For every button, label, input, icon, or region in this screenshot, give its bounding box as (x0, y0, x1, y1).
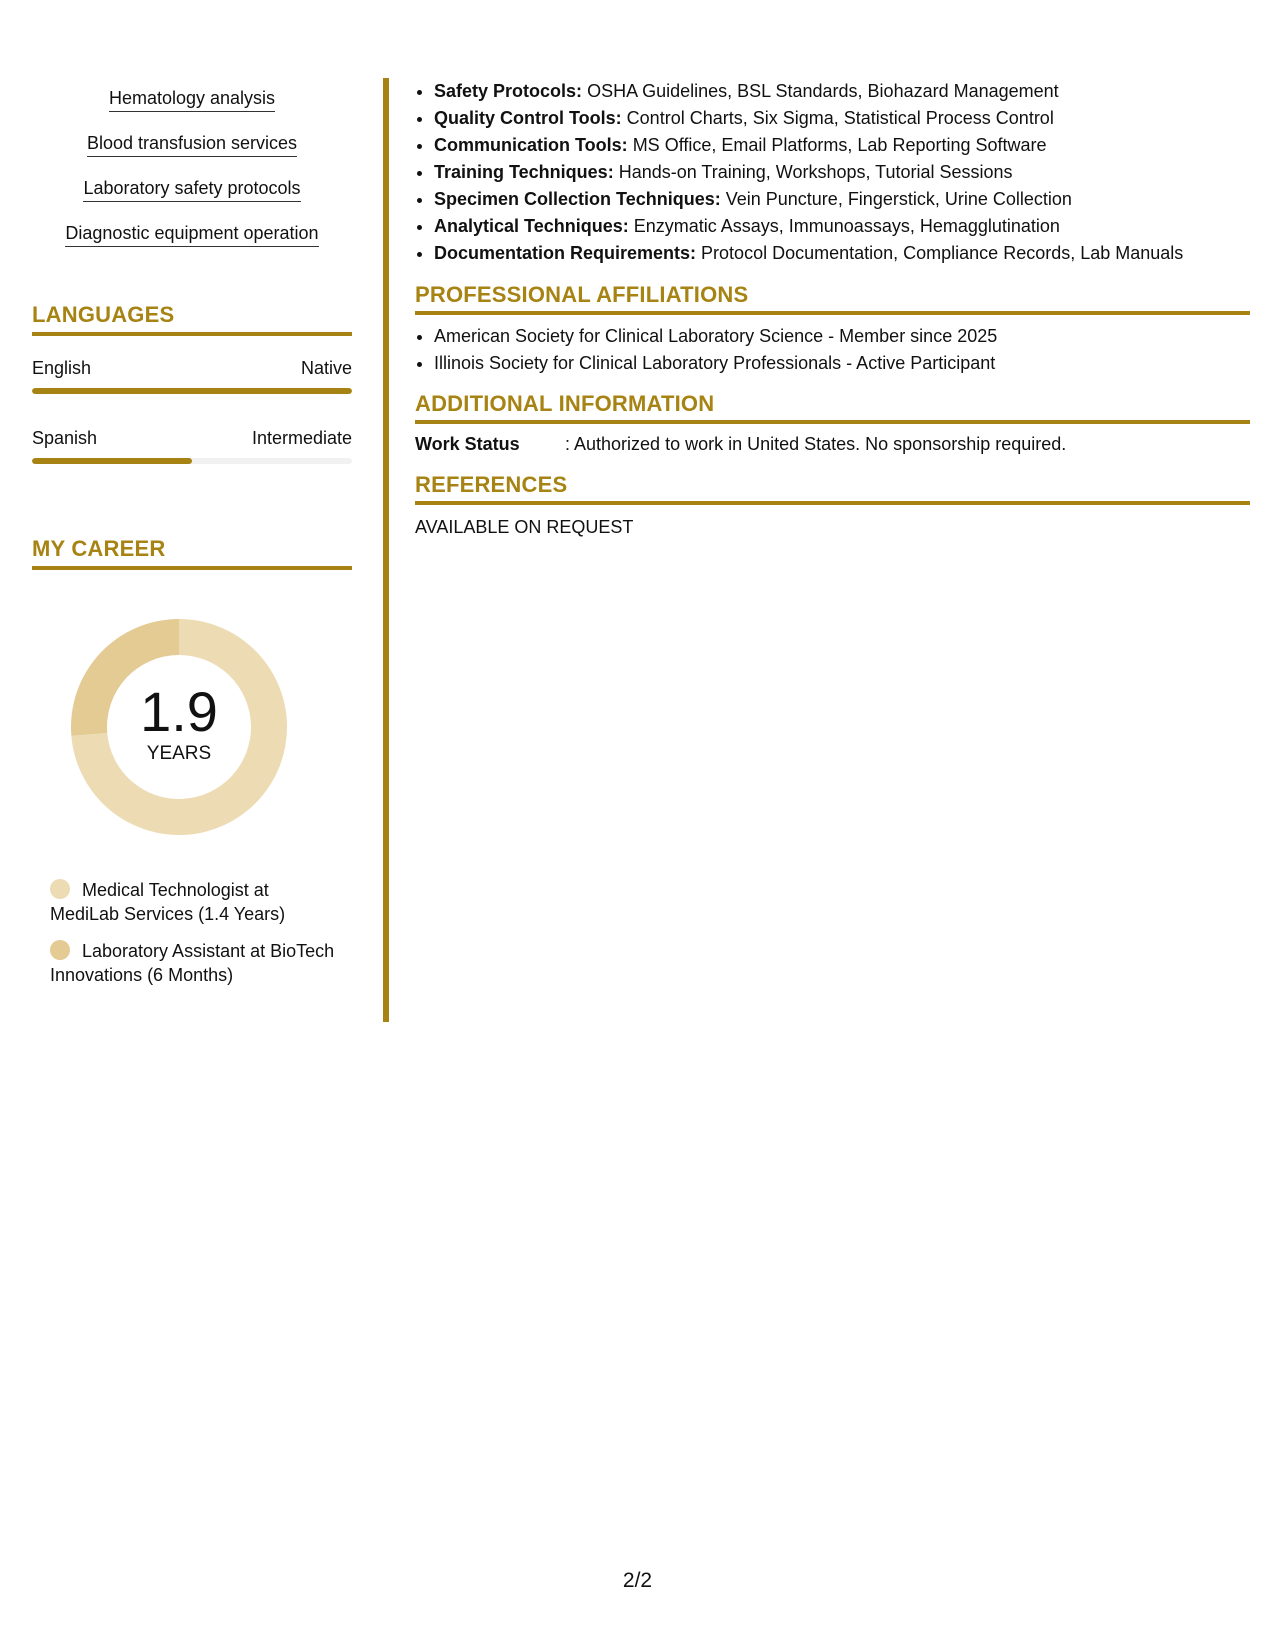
skill-detail-item (434, 240, 1250, 267)
main-content (415, 78, 1250, 539)
skill-detail-value: Enzymatic Assays, Immunoassays, Hemagglutination (633, 216, 1060, 236)
career-donut-center (64, 612, 294, 842)
language-bar (32, 388, 352, 394)
skill-detail-value: Hands-on Training, Workshops, Tutorial Sessions (618, 162, 1013, 182)
language-row-english (32, 356, 352, 394)
sidebar (32, 76, 352, 1000)
work-status-row (415, 432, 1250, 456)
skill-label: Laboratory safety protocols (83, 177, 300, 202)
skill-detail-key: Quality Control Tools: (434, 108, 622, 128)
career-legend (50, 878, 340, 987)
references-heading: REFERENCES (415, 472, 1250, 505)
skill-detail-key: Analytical Techniques: (434, 216, 629, 236)
work-status-value: : Authorized to work in United States. No sponsorship required. (565, 434, 1067, 454)
skill-detail-value: Control Charts, Six Sigma, Statistical Process Control (626, 108, 1054, 128)
skill-detail-value: OSHA Guidelines, BSL Standards, Biohazard Management (587, 81, 1059, 101)
language-level: Intermediate (251, 428, 352, 448)
career-legend-item (50, 878, 340, 926)
skill-detail-item (434, 132, 1250, 159)
language-name: English (32, 358, 92, 378)
language-bar (32, 458, 352, 464)
affiliation-item: • Illinois Society for Clinical Laboratory Professionals - Active Participant (434, 350, 1250, 377)
skill-list (32, 76, 352, 256)
skill-detail-key: Documentation Requirements: (434, 243, 697, 263)
skill-label: Hematology analysis (109, 87, 275, 112)
additional-info-heading: ADDITIONAL INFORMATION (415, 391, 1250, 424)
references-text: AVAILABLE ON REQUEST (415, 517, 634, 537)
skill-detail-value: MS Office, Email Platforms, Lab Reporting Software (632, 135, 1047, 155)
career-legend-item (50, 939, 340, 987)
skill-detail-key: Communication Tools: (434, 135, 628, 155)
skill-details-list (415, 78, 1250, 267)
career-donut (64, 612, 294, 842)
skill-item (32, 76, 352, 121)
affiliations-heading: PROFESSIONAL AFFILIATIONS (415, 282, 1250, 315)
column-divider (383, 78, 389, 1022)
skill-label: Diagnostic equipment operation (65, 222, 318, 247)
skill-detail-item (434, 78, 1250, 105)
legend-dot-icon (50, 940, 70, 960)
skill-detail-item (434, 213, 1250, 240)
affiliation-item: • American Society for Clinical Laboratory Science - Member since 2025 (434, 323, 1250, 350)
skill-label: Blood transfusion services (87, 132, 297, 157)
skill-item (32, 166, 352, 211)
skill-item (32, 211, 352, 256)
career-total-value: 1.9 (140, 680, 218, 743)
language-bar-fill (32, 388, 352, 394)
skill-detail-key: Safety Protocols: (434, 81, 583, 101)
languages-heading: LANGUAGES (32, 302, 352, 336)
skill-detail-key: Training Techniques: (434, 162, 614, 182)
language-level: Native (300, 358, 352, 378)
skill-item (32, 121, 352, 166)
legend-dot-icon (50, 879, 70, 899)
career-role-label: Medical Technologist at MediLab Services (1.4 Years) (50, 880, 286, 924)
affiliations-list (415, 323, 1250, 377)
language-name: Spanish (32, 428, 98, 448)
language-bar-fill (32, 458, 192, 464)
page-number: 2/2 (622, 1569, 653, 1592)
career-heading: MY CAREER (32, 536, 352, 570)
career-role-label: Laboratory Assistant at BioTech Innovations (6 Months) (50, 941, 335, 985)
skill-detail-item (434, 105, 1250, 132)
work-status-label: Work Status (415, 434, 520, 454)
career-total-unit: YEARS (146, 743, 212, 764)
language-row-spanish (32, 426, 352, 464)
skill-detail-key: Specimen Collection Techniques: (434, 189, 721, 209)
skill-detail-value: Vein Puncture, Fingerstick, Urine Collection (725, 189, 1072, 209)
skill-detail-item (434, 159, 1250, 186)
skill-detail-value: Protocol Documentation, Compliance Records, Lab Manuals (701, 243, 1184, 263)
skill-detail-item (434, 186, 1250, 213)
